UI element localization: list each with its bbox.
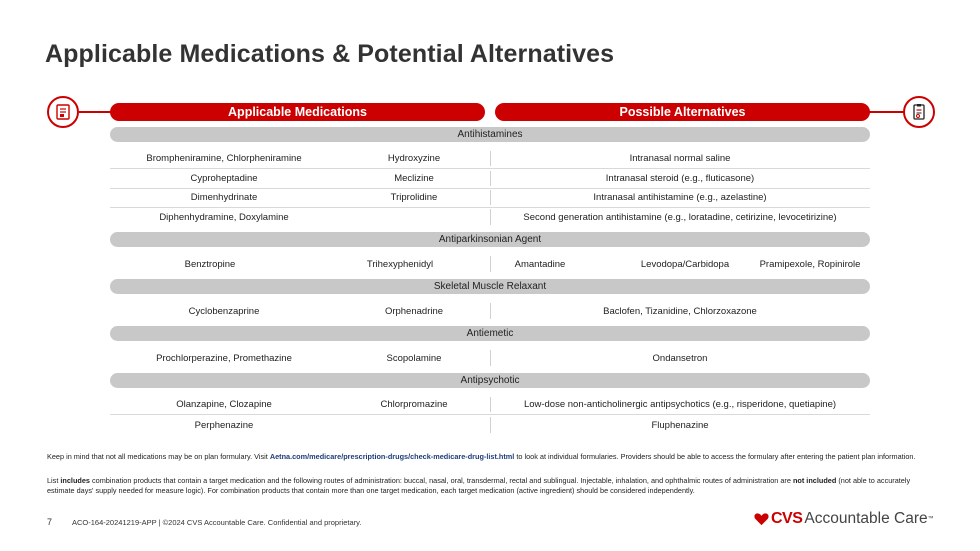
med-cell: Trihexyphenidyl [366,258,434,270]
category-antihistamines: Antihistamines [110,127,870,142]
category-antiemetic: Antiemetic [110,326,870,341]
med-cell: Dimenhydrinate [190,192,258,203]
note-bold: not included [792,476,837,485]
med-cell: Perphenazine [194,419,254,431]
alt-cell: Intranasal antihistamine (e.g., azelastine) [593,192,767,203]
note-text: to look at individual formularies. Providers should be able to access the formulary after entering the patient plan information. [514,452,916,461]
medication-list-icon [47,96,79,128]
table-row [110,188,870,208]
med-cell [338,415,490,435]
logo-accountable-care-text: Accountable Care [804,510,928,527]
table-row [110,301,870,321]
alt-cell: Low-dose non-anticholinergic antipsychotics (e.g., risperidone, quetiapine) [523,399,837,410]
table-row [110,149,870,169]
med-cell: Chlorpromazine [380,399,448,410]
note-text: combination products that contain a target medication and the following routes of administration: buccal, nasal, oral, transdermal, rectal and sublingual. Injectable, inhalation, and ophthalmic routes of administration are [90,476,793,485]
med-cell: Orphenadrine [384,305,444,317]
page-number: 7 [47,517,53,527]
alt-cell: Intranasal steroid (e.g., fluticasone) [605,173,755,184]
note-bold: includes [60,476,90,485]
alt-cell: Pramipexole, Ropinirole [759,258,861,270]
alt-cell: Ondansetron [652,352,708,364]
category-antiparkinsonian: Antiparkinsonian Agent [110,232,870,247]
table-row [110,254,870,274]
med-cell: Benztropine [184,258,236,270]
alt-cell: Baclofen, Tizanidine, Chlorzoxazone [603,305,757,317]
possible-alternatives-header: Possible Alternatives [495,103,870,121]
logo-trademark: ™ [927,516,934,522]
formulary-link[interactable]: Aetna.com/medicare/prescription-drugs/check-medicare-drug-list.html [269,452,515,461]
category-skeletal-muscle-relaxant: Skeletal Muscle Relaxant [110,279,870,294]
clipboard-stethoscope-icon [903,96,935,128]
note-text: List [47,476,61,485]
med-cell: Triprolidine [390,192,438,203]
table-row [110,415,870,435]
med-cell: Prochlorperazine, Promethazine [156,352,292,364]
heart-icon [754,512,769,526]
med-cell: Olanzapine, Clozapine [176,399,272,410]
med-cell: Brompheniramine, Chlorpheniramine [146,153,302,164]
footer-copyright: ACO-164-20241219-APP | ©2024 CVS Accountable Care. Confidential and proprietary. [72,518,362,527]
alt-cell: Intranasal normal saline [629,153,731,164]
category-antipsychotic: Antipsychotic [110,373,870,388]
med-cell [338,207,490,227]
cvs-accountable-care-logo [754,509,934,529]
table-row [110,348,870,368]
med-cell: Scopolamine [386,352,442,364]
alt-cell: Amantadine [514,258,566,270]
applicable-medications-header: Applicable Medications [110,103,485,121]
table-row [110,207,870,227]
table-row [110,395,870,415]
page-title: Applicable Medications & Potential Alternatives [45,40,615,68]
alt-cell: Second generation antihistamine (e.g., loratadine, cetirizine, levocetirizine) [523,211,837,223]
note-text: (not able to accurately estimate days' supply needed for measure logic). For combination products that contain more than one target medication, each target medication (active ingredient) should be considered independently. [47,476,911,495]
note-text: Keep in mind that not all medications may be on plan formulary. Visit [47,452,270,461]
formulary-note [47,452,917,462]
alt-cell: Fluphenazine [651,419,709,431]
alt-cell: Levodopa/Carbidopa [640,258,730,270]
table-row [110,169,870,189]
med-cell: Diphenhydramine, Doxylamine [159,211,289,223]
routes-note [47,476,917,496]
logo-cvs-text: CVS [771,510,803,527]
med-cell: Hydroxyzine [387,153,441,164]
med-cell: Cyproheptadine [190,173,258,184]
med-cell: Cyclobenzaprine [188,305,260,317]
med-cell: Meclizine [394,173,434,184]
